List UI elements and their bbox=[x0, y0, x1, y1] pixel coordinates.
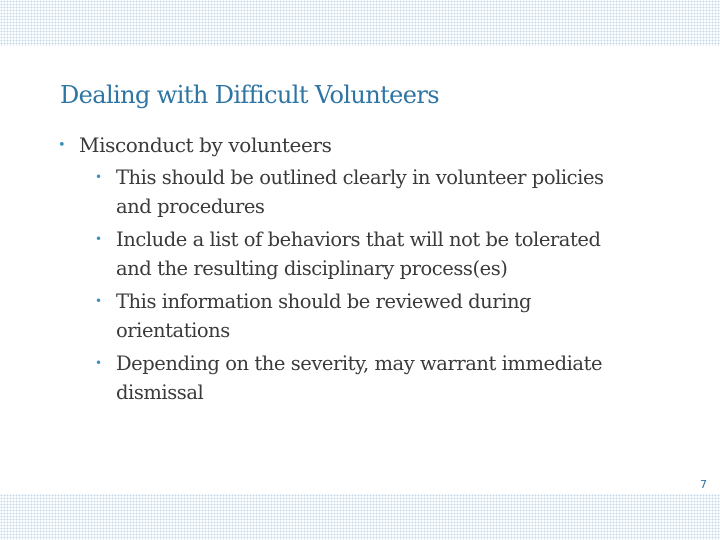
sub-bullet-line: dismissal bbox=[116, 381, 204, 404]
sub-bullet-dot-icon: • bbox=[95, 356, 102, 370]
sub-bullet-dot-icon: • bbox=[95, 170, 102, 184]
bullet-dot-icon: • bbox=[58, 138, 66, 153]
bullet-misconduct bbox=[58, 131, 678, 160]
slide-title: Dealing with Difficult Volunteers bbox=[60, 81, 439, 109]
sub-bullet-line: orientations bbox=[116, 319, 230, 342]
sub-bullet-dismissal bbox=[95, 349, 678, 407]
sub-bullet-dot-icon: • bbox=[95, 294, 102, 308]
page-number: 7 bbox=[700, 478, 707, 491]
bottom-dot-pattern bbox=[0, 494, 720, 540]
sub-bullet-policies bbox=[95, 163, 678, 221]
bullet-text: Misconduct by volunteers bbox=[79, 133, 332, 157]
sub-bullet-orientations bbox=[95, 287, 678, 345]
slide-body bbox=[58, 131, 678, 411]
sub-bullet-behaviors bbox=[95, 225, 678, 283]
sub-bullet-line: Depending on the severity, may warrant immediate bbox=[116, 352, 603, 375]
top-dot-pattern bbox=[0, 0, 720, 46]
sub-bullet-line: This should be outlined clearly in volunteer policies bbox=[116, 166, 604, 189]
sub-bullet-line: and the resulting disciplinary process(es) bbox=[116, 257, 508, 280]
sub-bullet-line: and procedures bbox=[116, 195, 265, 218]
sub-bullet-list bbox=[58, 163, 678, 407]
sub-bullet-line: This information should be reviewed during bbox=[116, 290, 532, 313]
sub-bullet-line: Include a list of behaviors that will not be tolerated bbox=[116, 228, 601, 251]
sub-bullet-dot-icon: • bbox=[95, 232, 102, 246]
